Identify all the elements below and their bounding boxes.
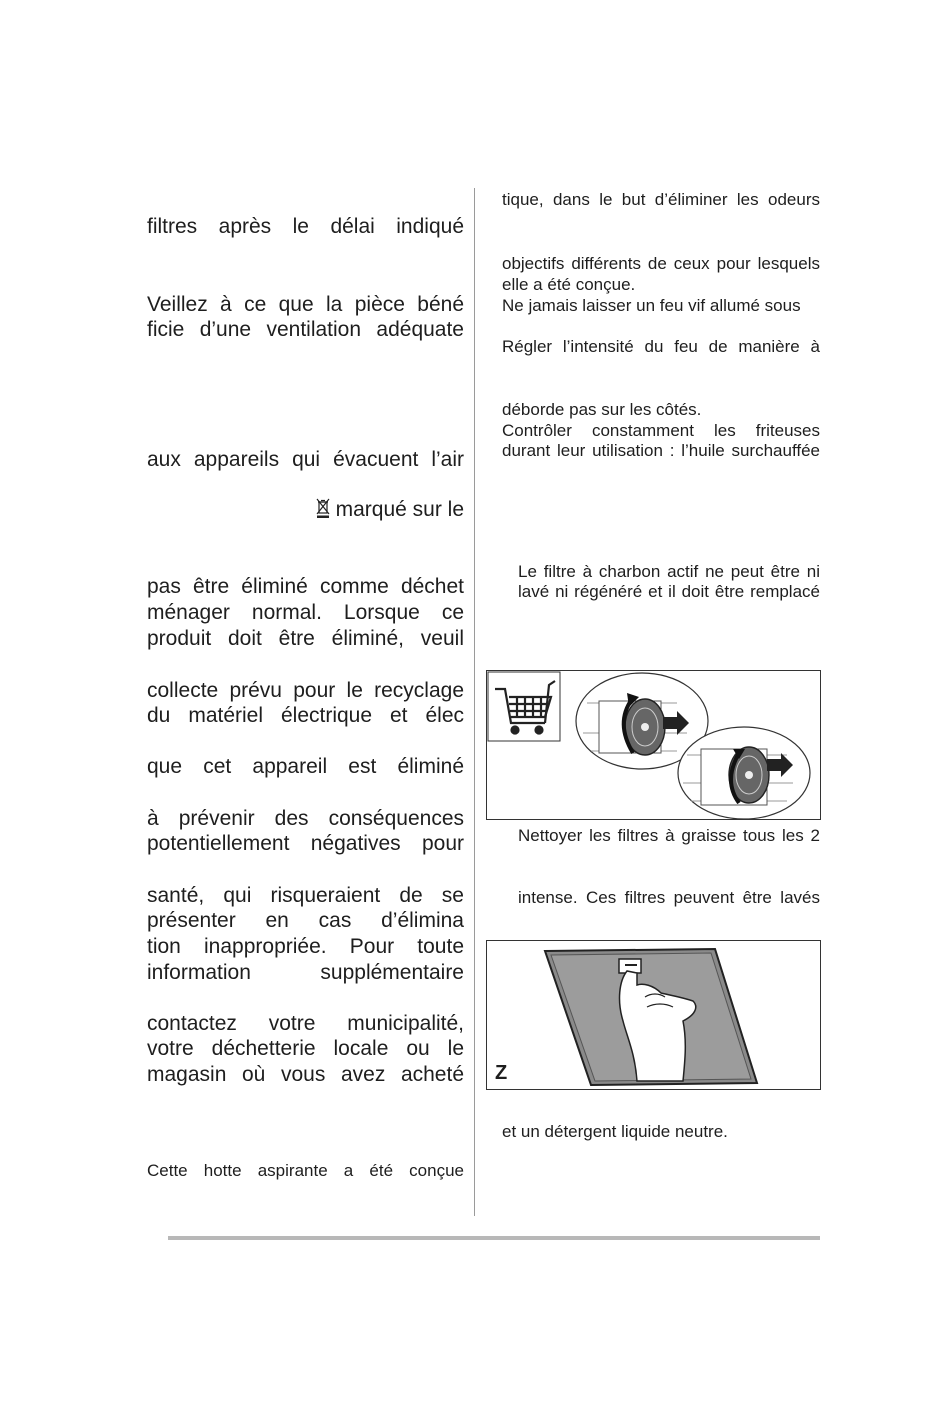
left-line-20: magasin où vous avez acheté <box>147 1063 464 1086</box>
left-line-10: du matériel électrique et élec <box>147 704 464 727</box>
right-line-5: Régler l’intensité du feu de manière à <box>502 337 820 356</box>
left-line-18: contactez votre municipalité, <box>147 1012 464 1035</box>
left-line-6: pas être éliminé comme déchet <box>147 575 464 598</box>
grease-filter-figure <box>486 940 821 1090</box>
left-line-7: ménager normal. Lorsque ce <box>147 601 464 624</box>
left-line-5 <box>147 497 464 522</box>
left-line-2: Veillez à ce que la pièce béné <box>147 293 464 316</box>
left-line-12: à prévenir des conséquences <box>147 807 464 830</box>
right-line-12: intense. Ces filtres peuvent être lavés <box>518 888 820 907</box>
right-line-13: et un détergent liquide neutre. <box>502 1122 728 1141</box>
footer-rule <box>168 1236 820 1240</box>
left-line-15: présenter en cas d’élimina <box>147 909 464 932</box>
left-line-5-text: marqué sur le <box>335 498 464 521</box>
left-line-19: votre déchetterie locale ou le <box>147 1037 464 1060</box>
left-line-17: information supplémentaire <box>147 961 464 984</box>
left-line-8: produit doit être éliminé, veuil <box>147 627 464 650</box>
column-divider <box>474 188 475 1216</box>
right-line-6: déborde pas sur les côtés. <box>502 400 702 419</box>
left-line-9: collecte prévu pour le recyclage <box>147 679 464 702</box>
left-line-11: que cet appareil est éliminé <box>147 755 464 778</box>
left-line-16: tion inappropriée. Pour toute <box>147 935 464 958</box>
right-line-4: Ne jamais laisser un feu vif allumé sous <box>502 296 801 315</box>
left-line-13: potentiellement négatives pour <box>147 832 464 855</box>
left-line-3: ficie d’une ventilation adéquate <box>147 318 464 341</box>
crossed-bin-icon <box>316 498 330 518</box>
right-line-9: Le filtre à charbon actif ne peut être ni <box>518 562 820 581</box>
carbon-filter-figure <box>486 670 821 820</box>
left-line-14: santé, qui risqueraient de se <box>147 884 464 907</box>
right-line-1: tique, dans le but d’éliminer les odeurs <box>502 190 820 209</box>
right-line-3: elle a été conçue. <box>502 275 636 294</box>
carbon-filter-rotate-icon <box>487 671 820 819</box>
left-line-1: filtres après le délai indiqué <box>147 215 464 238</box>
right-line-7: Contrôler constamment les friteuses <box>502 421 820 440</box>
figure-label-z: Z <box>495 1062 508 1084</box>
right-line-11: Nettoyer les filtres à graisse tous les 2 <box>518 826 820 845</box>
grease-filter-hand-icon <box>487 941 820 1089</box>
right-line-10: lavé ni régénéré et il doit être remplacé <box>518 582 820 601</box>
left-line-4: aux appareils qui évacuent l’air <box>147 448 464 471</box>
right-line-8: durant leur utilisation : l’huile surchauffée <box>502 441 820 460</box>
left-line-21: Cette hotte aspirante a été conçue <box>147 1161 464 1180</box>
right-line-2: objectifs différents de ceux pour lesquels <box>502 254 820 273</box>
